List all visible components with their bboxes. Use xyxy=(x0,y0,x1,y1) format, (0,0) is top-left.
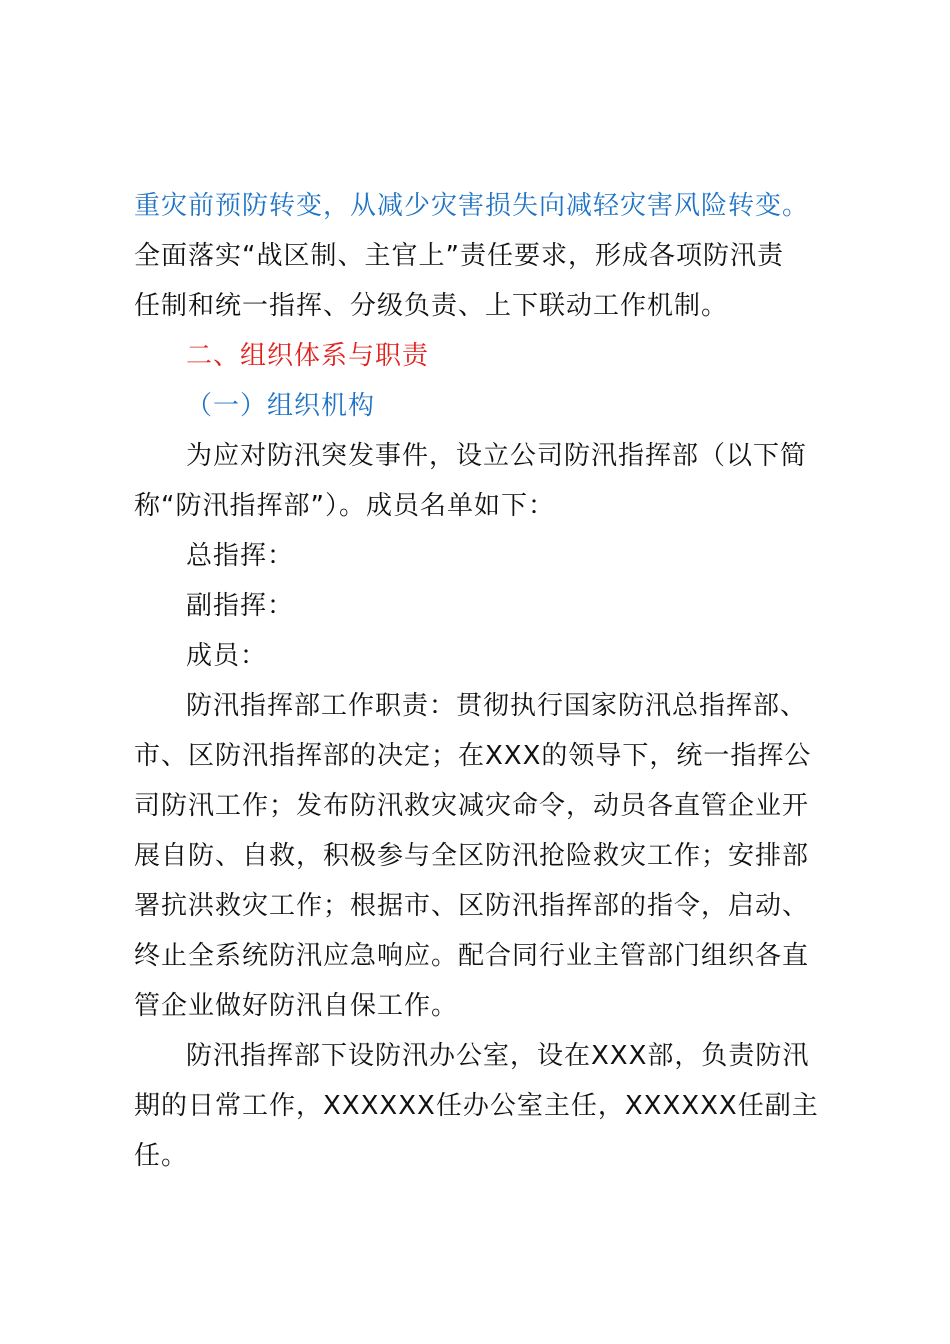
duties-line-6: 终止全系统防汛应急响应。配合同行业主管部门组织各直 xyxy=(134,941,810,971)
section-heading: 二、组织体系与职责 xyxy=(186,341,430,371)
duties-line-1: 防汛指挥部工作职责：贯彻执行国家防汛总指挥部、 xyxy=(186,691,808,721)
role-members: 成员： xyxy=(186,641,268,671)
duties-line-3: 司防汛工作；发布防汛救灾减灾命令，动员各直管企业开 xyxy=(134,791,810,821)
office-line-3: 任。 xyxy=(134,1141,189,1171)
intro-line-2: 全面落实“战区制、主官上”责任要求，形成各项防汛责 xyxy=(134,241,784,271)
role-deputy-commander: 副指挥： xyxy=(186,591,295,621)
duties-line-5: 署抗洪救灾工作；根据市、区防汛指挥部的指令，启动、 xyxy=(134,891,810,921)
role-commander: 总指挥： xyxy=(186,541,295,571)
duties-line-2: 市、区防汛指挥部的决定；在XXX的领导下，统一指挥公 xyxy=(134,741,812,771)
document-body xyxy=(134,181,834,1181)
para1-line-2: 称“防汛指挥部”）。成员名单如下： xyxy=(134,491,555,521)
subsection-heading: （一）组织机构 xyxy=(186,391,376,421)
intro-line-1: 重灾前预防转变，从减少灾害损失向减轻灾害风险转变。 xyxy=(134,191,810,221)
para1-line-1: 为应对防汛突发事件，设立公司防汛指挥部（以下简 xyxy=(186,441,808,471)
duties-line-7: 管企业做好防汛自保工作。 xyxy=(134,991,459,1021)
office-line-1: 防汛指挥部下设防汛办公室，设在XXX部，负责防汛 xyxy=(186,1041,810,1071)
intro-line-3: 任制和统一指挥、分级负责、上下联动工作机制。 xyxy=(134,291,729,321)
duties-line-4: 展自防、自救，积极参与全区防汛抢险救灾工作；安排部 xyxy=(134,841,810,871)
office-line-2: 期的日常工作，XXXXXX任办公室主任，XXXXXX任副主 xyxy=(134,1091,819,1121)
